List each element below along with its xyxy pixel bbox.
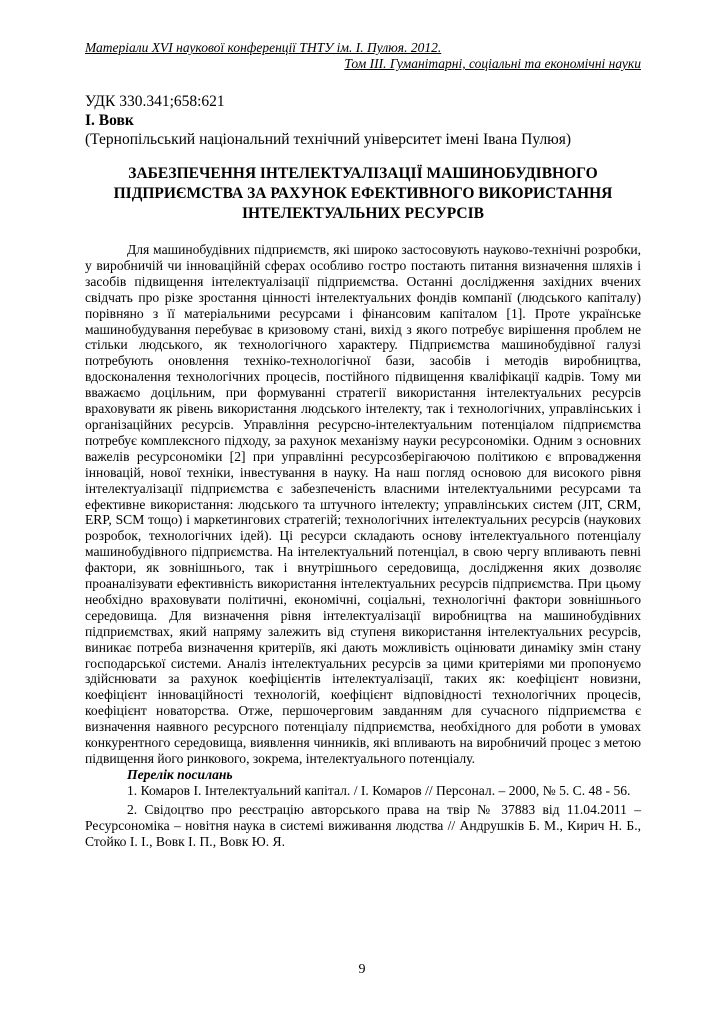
running-header-volume: Том ІІІ. Гуманітарні, соціальні та економічні науки bbox=[344, 56, 641, 71]
running-header-conference: Матеріали XVI наукової конференції ТНТУ ім. І. Пулюя. 2012. bbox=[85, 40, 442, 55]
paper-title: ЗАБЕЗПЕЧЕННЯ ІНТЕЛЕКТУАЛІЗАЦІЇ МАШИНОБУДІВНОГО ПІДПРИЄМСТВА ЗА РАХУНОК ЕФЕКТИВНОГО ВИКОРИСТАННЯ ІНТЕЛЕКТУАЛЬНИХ РЕСУРСІВ bbox=[113, 165, 613, 222]
references-list bbox=[85, 783, 641, 850]
author-affiliation: (Тернопільський національний технічний університет імені Івана Пулюя) bbox=[85, 131, 572, 148]
reference-item: 2. Свідоцтво про реєстрацію авторського права на твір № 37883 від 11.04.2011 – Ресурсономіка – новітня наука в системі виживання людства // Андрушків Б. М., Кирич Н. Б., Стойко І. І., Вовк І. П., Вовк Ю. Я. bbox=[85, 801, 641, 849]
reference-item: 1. Комаров І. Інтелектуальний капітал. / І. Комаров // Персонал. – 2000, № 5. С. 48 - 56. bbox=[127, 782, 631, 798]
udc-code: УДК 330.341;658:621 bbox=[85, 93, 225, 110]
body-paragraph: Для машинобудівних підприємств, які широко застосовують науково-технічні розробки, у виробничій чи інноваційній сферах особливо гостро постають питання визначення шляхів і засобів підвищення інтелектуалізації підприємства. Останні дослідження західних вчених свідчать про різке зростання цінності інтелектуальних фондів компанії (людського капіталу) порівняно з її матеріальними ресурсами і фінансовим капіталом [1]. Проте українське машинобудування перебуває в кризовому стані, вихід з якого потребує вирішення проблем не стільки людського, як технологічного характеру. Підприємства машинобудівної галузі потребують оновлення техніко-технологічної бази, засобів і методів виробництва, вдосконалення технологічних процесів, постійного підвищення кваліфікації кадрів. Тому ми вважаємо доцільним, при формуванні стратегії використання інтелектуальних ресурсів враховувати як рівень використання людського інтелекту, так і технологічних, управлінських і організаційних ресурсів. Управління ресурсно-інтелектуальним потенціалом підприємства потребує комплексного підходу, за рахунок механізму науки ресурсономіки. Одним з основних важелів ресурсономіки [2] при управлінні ресурсозберігаючою політикою є впровадження інновацій, нової техніки, інвестування в науку. На наш погляд основою для високого рівня інтелектуалізації підприємства є забезпеченість власними інтелектуальними ресурсами та ефективне використання: людського та штучного інтелекту; управлінських систем (JIT, CRM, ERP, SCM тощо) і маркетингових стратегій; технологічних інтелектуальних ресурсів (наукових розробок, технологічних ідей). Ці ресурси складають основу інтелектуального потенціалу машинобудівного підприємства. На інтелектуальний потенціал, в свою чергу впливають певні фактори, як зовнішнього, так і внутрішнього середовища, дослідження яких дозволяє проаналізувати ефективність використання інтелектуальних ресурсів підприємства. При цьому необхідно враховувати політичні, економічні, соціальні, технологічні фактори зовнішнього середовища. Для визначення рівня інтелектуалізації виробництва на машинобудівних підприємствах, який напряму залежить від ступеня використання інтелектуальних ресурсів, виникає потреба визначення критеріїв, які дають можливість оцінювати динаміку змін стану господарської системи. Аналіз інтелектуальних ресурсів за цими критеріями ми пропонуємо здійснювати за рахунок коефіцієнтів інтелектуалізації, таких як: коефіцієнт новизни, коефіцієнт інноваційності технологій, коефіцієнт відповідності технологічних процесів, коефіцієнт новаторства. Отже, першочерговим завданням для сучасного підприємства є визначення наявного ресурсного потенціалу підприємства, необхідного для роботи в умовах конкурентного середовища, виявлення чинників, які впливають на виробничий процес з метою підвищення його ринкового, зокрема, інтелектуального потенціалу. bbox=[85, 242, 641, 766]
page-number: 9 bbox=[358, 962, 366, 977]
references-heading: Перелік посилань bbox=[127, 766, 233, 782]
page-content bbox=[85, 40, 641, 853]
author-name: І. Вовк bbox=[85, 112, 134, 129]
paper-body bbox=[85, 242, 641, 767]
